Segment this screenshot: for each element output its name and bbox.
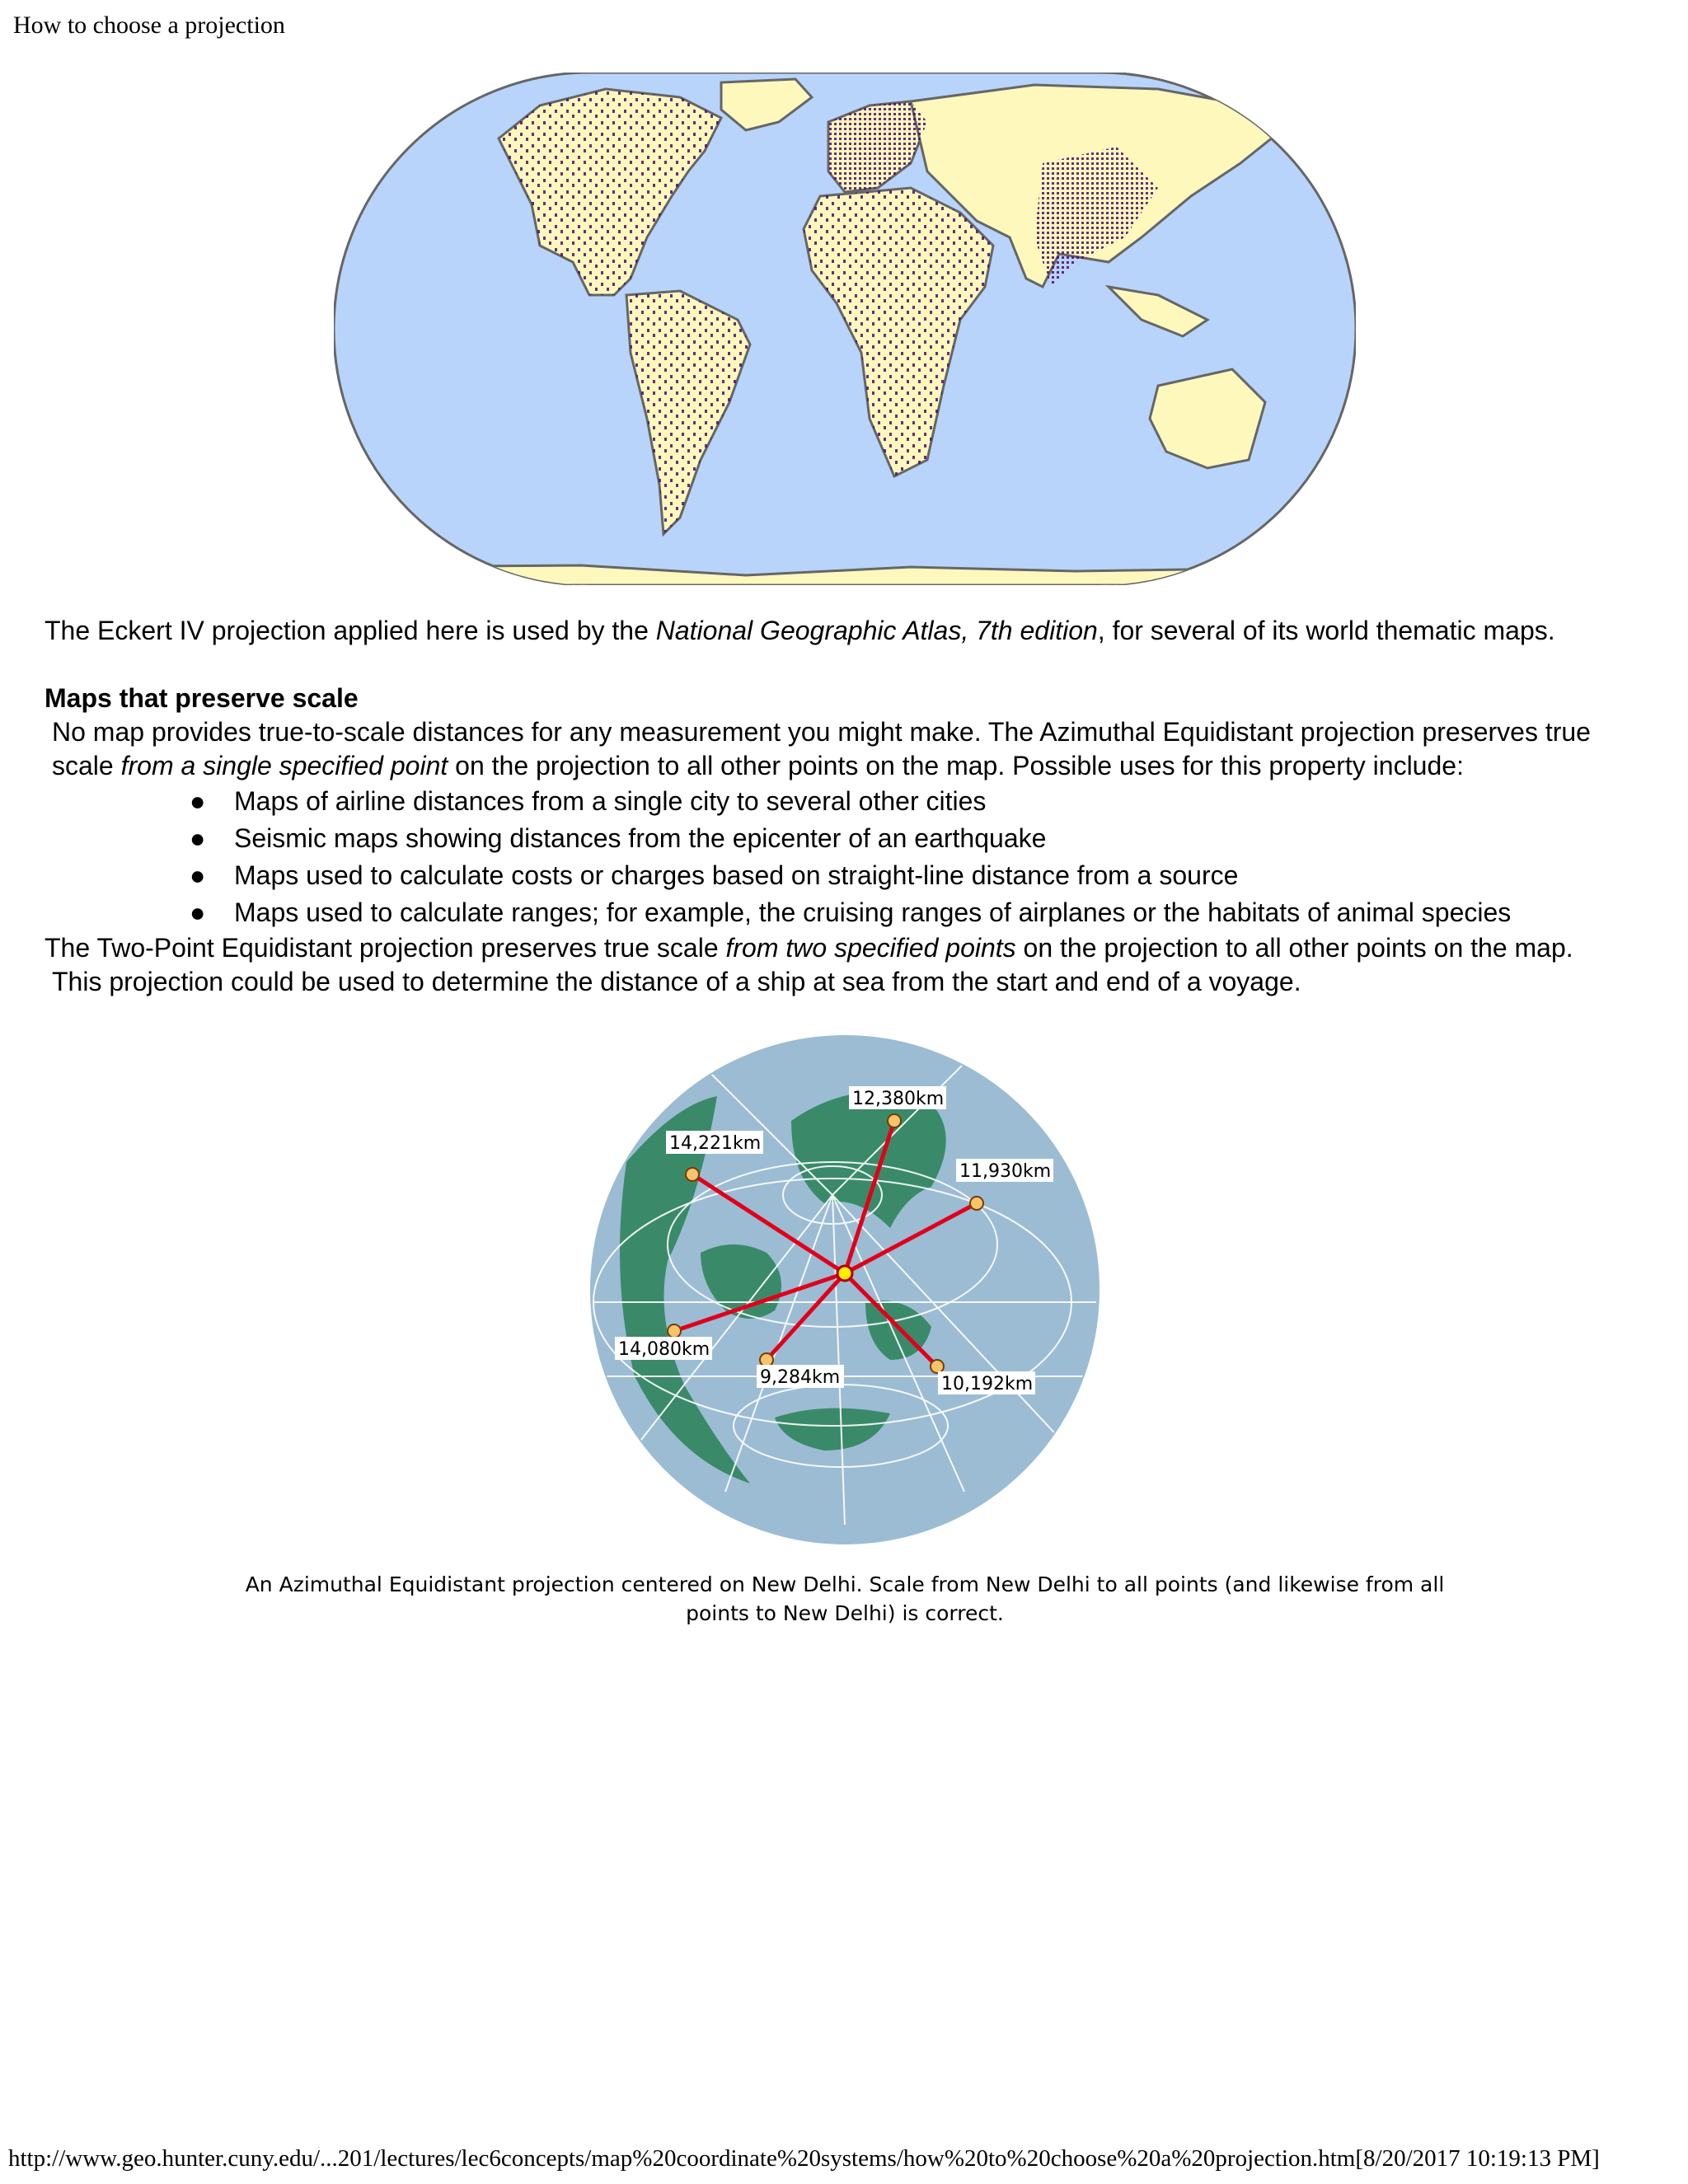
svg-text:9,284km: 9,284km: [760, 1367, 841, 1388]
bullet-icon: ●: [190, 786, 206, 816]
svg-text:10,192km: 10,192km: [941, 1374, 1034, 1394]
distance-label: [666, 1131, 763, 1154]
svg-text:11,930km: 11,930km: [959, 1161, 1052, 1182]
two-point-paragraph: The Two-Point Equidistant projection preserves true scale from two specified points on the projection to all other points on the map.: [45, 933, 1573, 963]
city-marker: [668, 1324, 681, 1338]
azimuthal-equidistant-map: [577, 1030, 1113, 1549]
new-delhi-marker: [837, 1266, 852, 1281]
distance-label: [938, 1371, 1035, 1394]
distance-label: [849, 1086, 946, 1109]
figure-caption: An Azimuthal Equidistant projection centered on New Delhi. Scale from New Delhi to all points (and likewise from all points to New Delhi) is correct.: [245, 1572, 1445, 1625]
eckert-iv-world-map: [334, 73, 1356, 585]
distance-label: [615, 1337, 712, 1360]
city-marker: [760, 1353, 773, 1366]
bullet-icon: ●: [190, 860, 206, 890]
list-item: ● Maps used to calculate costs or charges based on straight-line distance from a source: [234, 857, 1652, 894]
bullet-icon: ●: [190, 898, 206, 927]
list-item: ● Seismic maps showing distances from the epicenter of an earthquake: [234, 820, 1652, 857]
eckert-description: The Eckert IV projection applied here is used by the National Geographic Atlas, 7th edition, for several of its world thematic maps.: [45, 616, 1555, 645]
svg-text:14,080km: 14,080km: [618, 1339, 710, 1360]
uses-list: [45, 783, 1652, 931]
article-body: [45, 614, 1652, 999]
two-point-paragraph-line2: This projection could be used to determine the distance of a ship at sea from the start and end of a voyage.: [52, 967, 1301, 996]
section-heading: Maps that preserve scale: [45, 683, 359, 713]
city-marker: [931, 1360, 944, 1373]
page-url: http://www.geo.hunter.cuny.edu/...201/lectures/lec6concepts/map%20coordinate%20systems/how%20to%20choose%20a%20projection.htm[8/20/2017 10:19:13 PM]: [8, 2145, 1600, 2172]
city-marker: [888, 1114, 901, 1127]
list-item: ● Maps of airline distances from a single city to several other cities: [234, 783, 1652, 820]
page-header-title: How to choose a projection: [13, 12, 285, 39]
list-item: ● Maps used to calculate ranges; for example, the cruising ranges of airplanes or the habitats of animal species: [234, 894, 1652, 931]
distance-label: [956, 1159, 1053, 1182]
australia: [1150, 369, 1265, 468]
svg-text:14,221km: 14,221km: [669, 1133, 762, 1154]
bullet-icon: ●: [190, 823, 206, 853]
city-marker: [970, 1197, 983, 1210]
city-marker: [686, 1168, 699, 1181]
azimuthal-paragraph: No map provides true-to-scale distances for any measurement you might make. The Azimuthal Equidistant projection preserves true scale from a single specified point on the projection to all other points on the map. Possible uses for this property include:: [52, 717, 1591, 780]
distance-label: [757, 1365, 844, 1388]
svg-text:12,380km: 12,380km: [852, 1089, 945, 1109]
